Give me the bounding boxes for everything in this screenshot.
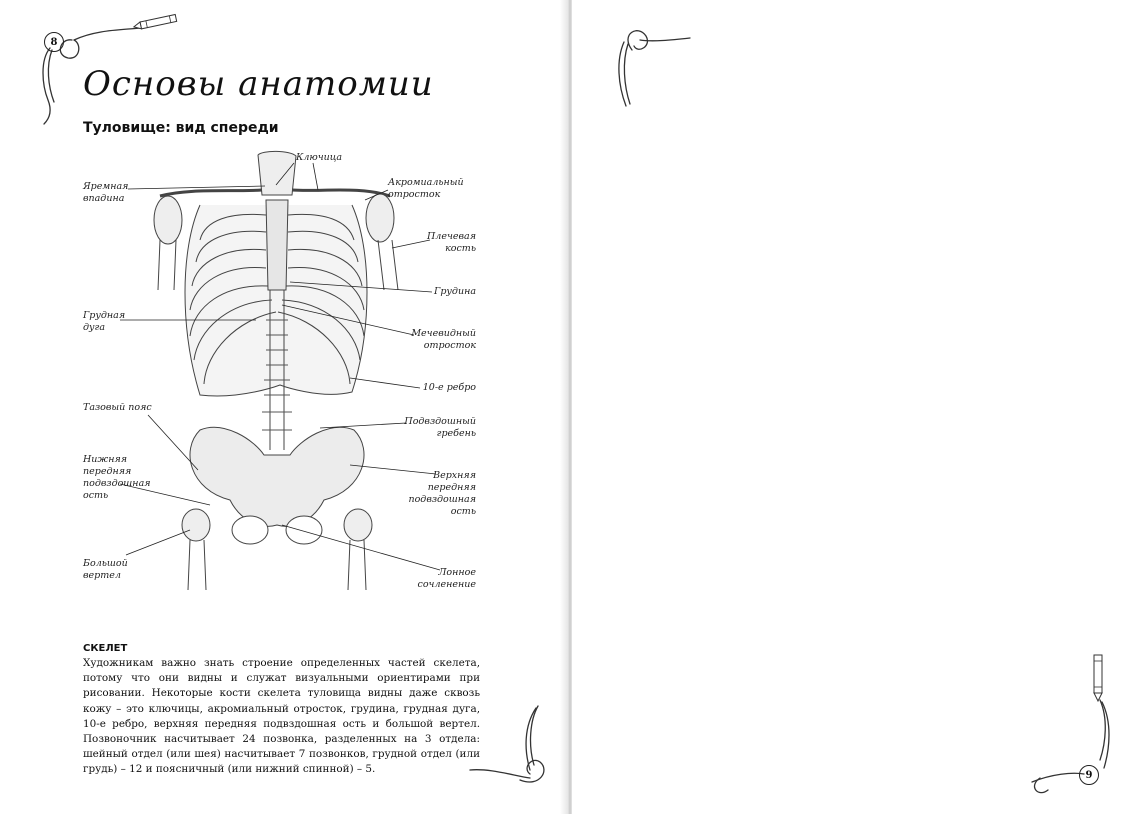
label-mechevidny-otrostok: Мечевидный отросток (411, 328, 476, 351)
page-number: 9 (1079, 765, 1099, 785)
label-tazovy-poyas: Тазовый пояс (83, 402, 152, 413)
label-yaremnaya-vpadina: Яремная впадина (83, 181, 129, 204)
left-page (0, 0, 568, 814)
flourish-ornament-top-right (572, 0, 1137, 814)
right-page (572, 0, 1137, 814)
label-verkhnyaya-ost: Верхняя передняя подвздошная ость (408, 470, 476, 517)
label-lonnoe-sochlenenie: Лонное сочленение (417, 567, 476, 590)
pencil-icon (1094, 655, 1102, 701)
label-10-rebro: 10-е ребро (422, 382, 476, 393)
label-akromialny-otrostok: Акромиальный отросток (388, 177, 464, 200)
page-number: 8 (44, 32, 64, 52)
page-subtitle: Туловище: вид спереди (83, 120, 279, 136)
label-plechevaya-kost: Плечевая кость (427, 231, 476, 254)
label-nizhnyaya-ost: Нижняя передняя подвздошная ость (83, 454, 151, 501)
flourish-ornament-bottom-left-page (0, 0, 568, 814)
section-title: СКЕЛЕТ (83, 643, 128, 654)
label-podvzdoshny-greben: Подвздошный гребень (404, 416, 476, 439)
label-grudina: Грудина (434, 286, 476, 297)
page-title: Основы анатомии (83, 64, 434, 104)
body-paragraph: Художникам важно знать строение определенных частей скелета, потому что они видны и служат визуальными ориентирами при рисовании. Некоторые кости скелета туловища видны даже сквозь кожу – это ключицы, акромиальный отросток, грудина, грудная дуга, 10-е ребро, верхняя передняя подвздошная ость и большой вертел. Позвоночник насчитывает 24 позвонка, разделенных на 3 отдела: шейный отдел (или шея) насчитывает 7 позвонков, грудной отдел (или грудь) – 12 и поясничный (или нижний спинной) – 5. (83, 657, 480, 776)
label-grudnaya-duga: Грудная дуга (83, 310, 126, 333)
label-bolshoy-vertel: Большой вертел (83, 558, 128, 581)
label-klyuchitsa: Ключица (296, 152, 343, 163)
